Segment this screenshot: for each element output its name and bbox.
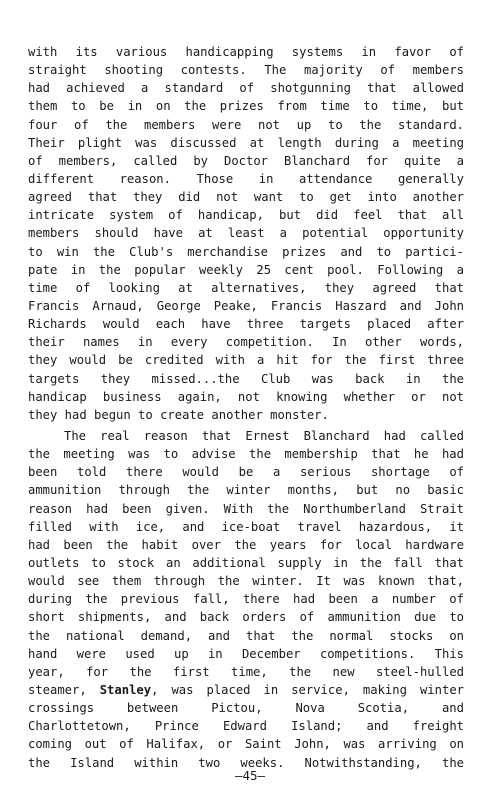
text-line: straight shooting contests. The majority of members: [28, 63, 464, 78]
text-segment: , was placed in service, making winter: [151, 682, 464, 697]
text-line: the meeting was to advise the membership that he had: [28, 447, 464, 462]
text-line: had been the habit over the years for local hardware: [28, 537, 464, 552]
text-line: Richards would each have three targets placed after: [28, 317, 464, 332]
text-line: the national demand, and that the normal stocks on: [28, 628, 464, 643]
text-line: Their plight was discussed at length during a meeting: [28, 135, 464, 150]
text-line: during the previous fall, there had been a number of: [28, 592, 464, 607]
text-line: pate in the popular weekly 25 cent pool. Following a: [28, 262, 464, 277]
text-line: they had begun to create another monster.: [28, 407, 329, 422]
text-line: agreed that they did not want to get into another: [28, 190, 464, 205]
text-line: intricate system of handicap, but did feel that all: [28, 208, 464, 223]
text-line: coming out of Halifax, or Saint John, was arriving on: [28, 737, 464, 752]
text-line: different reason. Those in attendance generally: [28, 171, 464, 186]
text-line: hand were used up in December competitions. This: [28, 646, 464, 661]
text-line: reason had been given. With the Northumberland Strait: [28, 501, 464, 516]
text-line: Charlottetown, Prince Edward Island; and freight: [28, 719, 464, 734]
ship-name: Stanley: [99, 682, 152, 697]
page-number: —45—: [234, 768, 266, 783]
text-line: of members, called by Doctor Blanchard for quite a: [28, 153, 464, 168]
text-line: had achieved a standard of shotgunning that allowed: [28, 81, 464, 96]
text-line: outlets to stock an additional supply in the fall that: [28, 555, 464, 570]
text-line: time of looking at alternatives, they agreed that: [28, 280, 464, 295]
text-line: year, for the first time, the new steel-hulled: [28, 664, 464, 679]
text-line: been told there would be a serious shortage of: [28, 465, 464, 480]
text-line: would see them through the winter. It was known that,: [28, 574, 464, 589]
text-line: ammunition through the winter months, but no basic: [28, 483, 464, 498]
text-line: members should have at least a potential opportunity: [28, 226, 464, 241]
text-line: them to be in on the prizes from time to time, but: [28, 99, 464, 114]
text-line: the Island within two weeks. Notwithstanding, the: [28, 755, 464, 770]
text-segment: steamer,: [28, 682, 100, 697]
text-line: handicap business again, not knowing whether or not: [28, 389, 464, 404]
text-line: The real reason that Ernest Blanchard had called: [64, 429, 464, 443]
text-line: filled with ice, and ice-boat travel hazardous, it: [28, 519, 464, 534]
text-line: Francis Arnaud, George Peake, Francis Haszard and John: [28, 298, 464, 313]
text-line: their names in every competition. In other words,: [28, 335, 464, 350]
text-line: short shipments, and back orders of ammunition due to: [28, 610, 464, 625]
text-line: to win the Club's merchandise prizes and to partici-: [28, 244, 464, 259]
text-line: crossings between Pictou, Nova Scotia, and: [28, 701, 464, 716]
text-line: with its various handicapping systems in favor of: [28, 45, 464, 59]
text-line: targets they missed...the Club was back in the: [28, 371, 464, 386]
paragraph-1: [28, 43, 464, 424]
paragraph-2: [28, 427, 464, 772]
text-line-with-ship-name: [28, 681, 464, 699]
text-line: they would be credited with a hit for the first three: [28, 353, 464, 368]
text-line: four of the members were not up to the standard.: [28, 117, 464, 132]
